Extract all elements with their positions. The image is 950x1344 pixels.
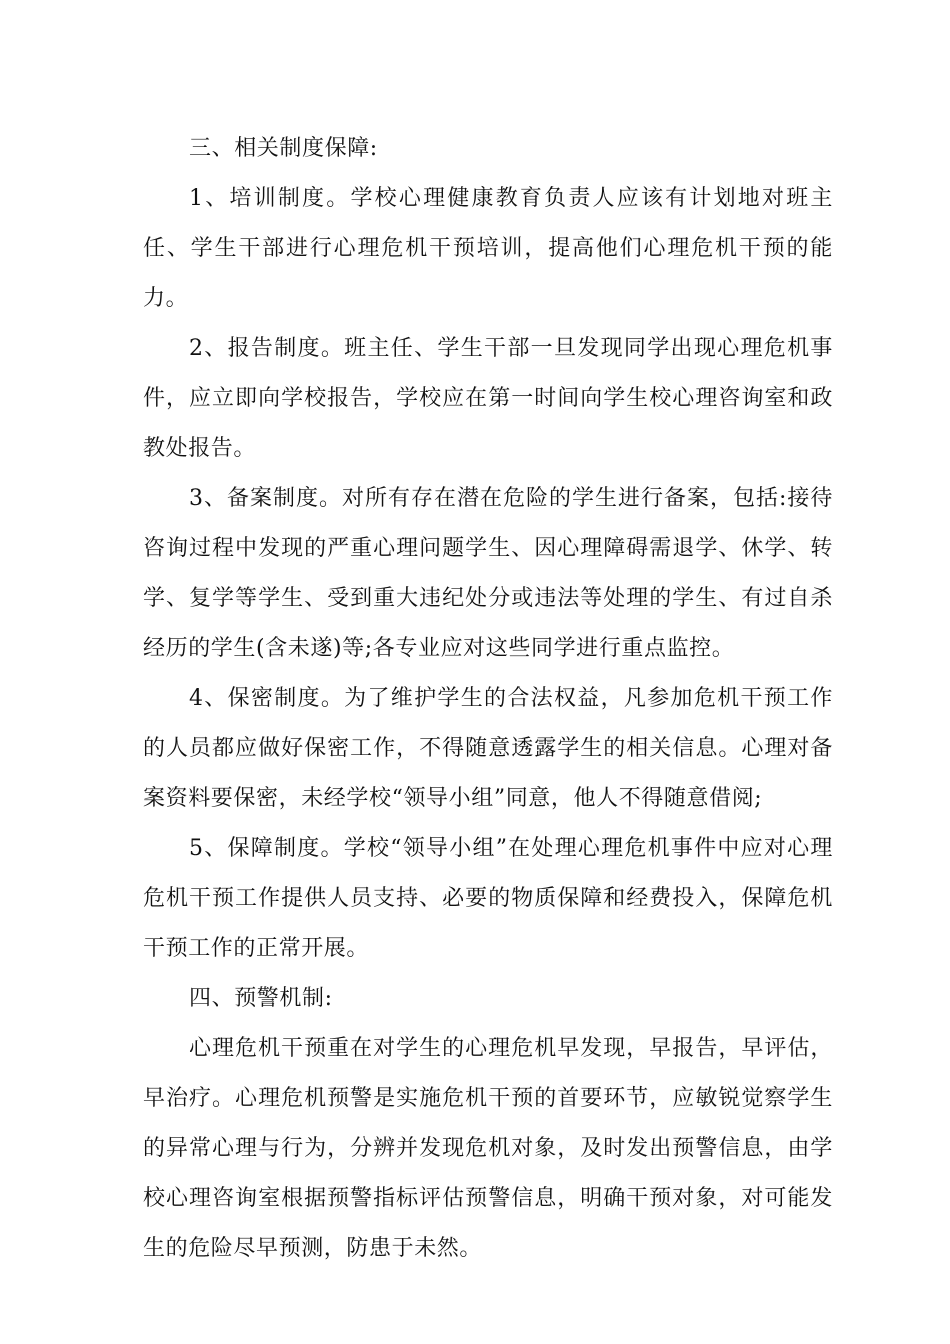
section-4-heading: 四、预警机制: bbox=[189, 986, 333, 1011]
item-training-system: 1、培训制度。学校心理健康教育负责人应该有计划地对班主任、学生干部进行心理危机干预培训，提高他们心理危机干预的能力。 bbox=[143, 186, 833, 311]
section-3-heading: 三、相关制度保障: bbox=[189, 136, 378, 161]
item-confidentiality-system: 4、保密制度。为了维护学生的合法权益，凡参加危机干预工作的人员都应做好保密工作，不得随意透露学生的相关信息。心理对备案资料要保密，未经学校“领导小组”同意，他人不得随意借阅; bbox=[143, 686, 833, 811]
item-reporting-system: 2、报告制度。班主任、学生干部一旦发现同学出现心理危机事件，应立即向学校报告，学校应在第一时间向学生校心理咨询室和政教处报告。 bbox=[143, 336, 833, 461]
item-support-system: 5、保障制度。学校“领导小组”在处理心理危机事件中应对心理危机干预工作提供人员支持、必要的物质保障和经费投入，保障危机干预工作的正常开展。 bbox=[143, 836, 833, 961]
section-4-paragraph: 心理危机干预重在对学生的心理危机早发现，早报告，早评估，早治疗。心理危机预警是实施危机干预的首要环节，应敏锐觉察学生的异常心理与行为，分辨并发现危机对象，及时发出预警信息，由学校心理咨询室根据预警指标评估预警信息，明确干预对象，对可能发生的危险尽早预测，防患于未然。 bbox=[143, 1036, 833, 1261]
item-filing-system: 3、备案制度。对所有存在潜在危险的学生进行备案，包括:接待咨询过程中发现的严重心理问题学生、因心理障碍需退学、休学、转学、复学等学生、受到重大违纪处分或违法等处理的学生、有过自杀经历的学生(含未遂)等;各专业应对这些同学进行重点监控。 bbox=[143, 486, 833, 661]
document-body bbox=[143, 124, 833, 1274]
